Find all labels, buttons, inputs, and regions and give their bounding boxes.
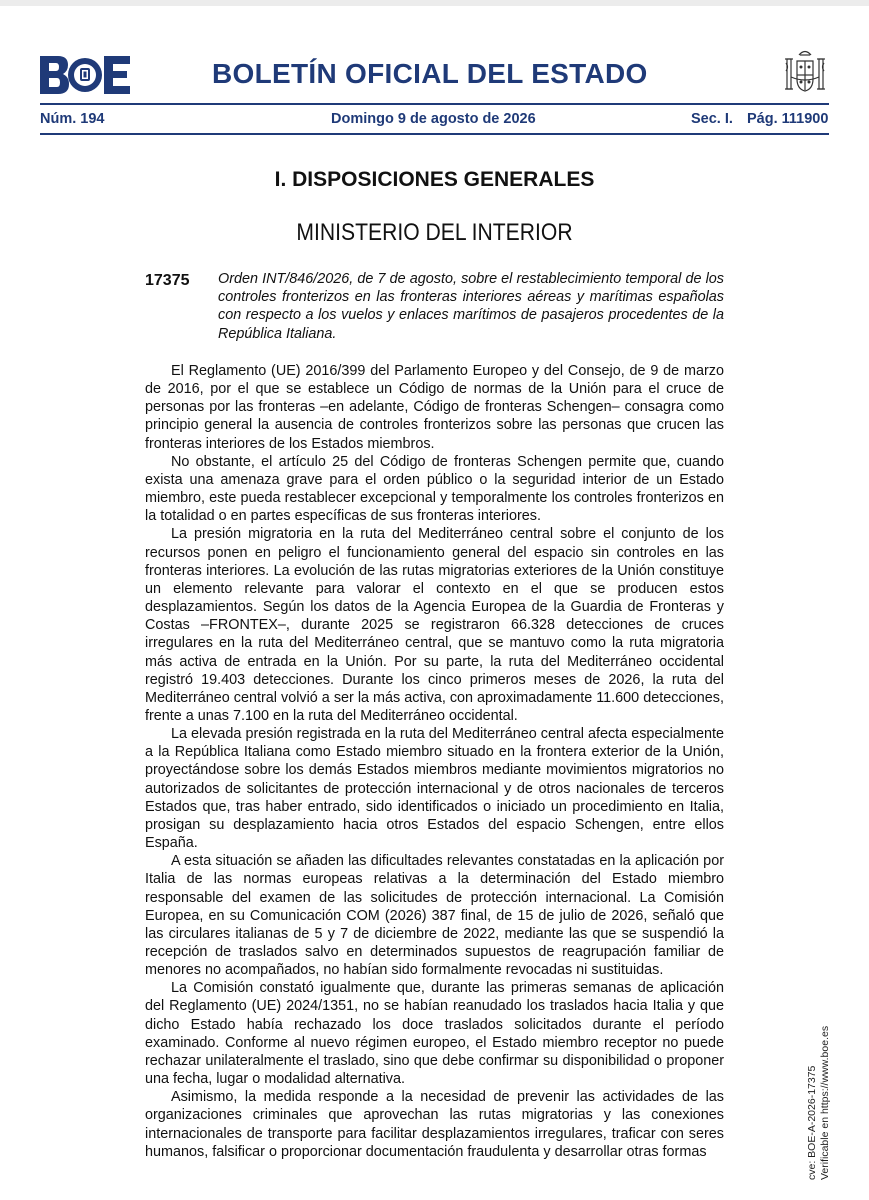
header-rule-top bbox=[40, 103, 829, 105]
section-label: Sec. I. bbox=[691, 111, 733, 127]
paragraph: A esta situación se añaden las dificultades relevantes constatadas en la aplicación por Italia de las normas europeas relativas a la determinación del Estado miembro responsable del examen de las solicitudes de protección internacional. La Comisión Europea, en su Comunicación COM (2026) 387 final, de 15 de julio de 2026, señaló que las circulares italianas de 5 y 7 de diciembre de 2022, mediante las que se suspendió la recepción de traslados salvo en determinados supuestos de reagrupación familiar de menores no acompañados, no habían sido formalmente revocadas ni sustituidas. bbox=[145, 853, 724, 979]
order-summary: Orden INT/846/2026, de 7 de agosto, sobre el restablecimiento temporal de los controles fronterizos en las fronteras interiores aéreas y marítimas españolas con respecto a los vuelos y enlaces marítimos de pasajeros procedentes de la República Italiana. bbox=[218, 271, 724, 342]
issue-date: Domingo 9 de agosto de 2026 bbox=[331, 111, 536, 127]
paragraph: Asimismo, la medida responde a la necesidad de prevenir las actividades de las organizaciones criminales que aprovechan las rutas migratorias y las conexiones internacionales de transporte para facilitar desplazamientos irregulares, traficar con seres humanos, falsificar o proporcionar documentación fraudulenta y desarrollar otras formas bbox=[145, 1089, 724, 1160]
header-rule-bottom bbox=[40, 133, 829, 135]
paragraph: La Comisión constató igualmente que, durante las primeras semanas de aplicación del Reglamento (UE) 2024/1351, no se habían reanudado los traslados hacia Italia y que dicho Estado había rechazado los doce traslados solicitados durante el período examinado. Conforme al nuevo régimen europeo, el Estado miembro receptor no puede rechazar unilateralmente el traslado, sino que debe confirmar su disponibilidad o proponer una fecha, lugar o modalidad alternativa. bbox=[145, 980, 724, 1088]
top-band bbox=[0, 0, 869, 6]
paragraph: El Reglamento (UE) 2016/399 del Parlamento Europeo y del Consejo, de 9 de marzo de 2016, por el que se establece un Código de normas de la Unión para el cruce de personas por las fronteras –en adelante, Código de fronteras Schengen– consagra como principio general la ausencia de controles fronterizos sobre las personas que crucen las fronteras interiores de los Estados miembros. bbox=[145, 363, 724, 452]
ministry-heading: MINISTERIO DEL INTERIOR bbox=[296, 219, 573, 246]
coat-of-arms-icon bbox=[782, 47, 828, 99]
gazette-title: BOLETÍN OFICIAL DEL ESTADO bbox=[212, 58, 648, 89]
verification-note bbox=[806, 940, 832, 1180]
verify-link[interactable]: Verificable en https://www.boe.es bbox=[819, 1025, 831, 1180]
paragraph: No obstante, el artículo 25 del Código de fronteras Schengen permite que, cuando exista una amenaza grave para el orden público o la seguridad interior de un Estado miembro, este pueda restablecer excepcional y temporalmente los controles fronterizos en la totalidad o en partes específicas de sus fronteras interiores. bbox=[145, 453, 724, 525]
paragraph: La elevada presión registrada en la ruta del Mediterráneo central afecta especialmente a la República Italiana como Estado miembro situado en la frontera exterior de la Unión, proyectándose sobre los demás Estados miembros mediante movimientos migratorios no autorizados de solicitantes de protección internacional y de otros nacionales de terceros Estados que, tras haber entrado, sido identificados o iniciado un procedimiento en Italia, prosigan su desplazamiento hacia otros Estados del espacio Schengen, entre ellos España. bbox=[145, 726, 724, 852]
cve-code: cve: BOE-A-2026-17375 bbox=[806, 1065, 818, 1180]
page-number: Pág. 111900 bbox=[747, 111, 829, 127]
document-body bbox=[145, 362, 724, 1161]
paragraph: La presión migratoria en la ruta del Mediterráneo central sobre el conjunto de los recursos ponen en peligro el funcionamiento general del espacio sin controles en las fronteras interiores. La evolución de las rutas migratorias exteriores de la Unión constituye un elemento relevante para valorar el contexto en el que se producen estos desplazamientos. Según los datos de la Agencia Europea de la Guardia de Fronteras y Costas –FRONTEX–, durante 2025 se registraron 66.328 detecciones de cruces irregulares en la ruta del Mediterráneo central, que se mantuvo como la ruta migratoria más activa de entrada en la Unión. Por su parte, la ruta del Mediterráneo occidental registró 19.403 detecciones. Durante los cinco primeros meses de 2026, la ruta del Mediterráneo central volvió a ser la más activa, con aproximadamente 11.600 detecciones, frente a unas 7.100 en la ruta del Mediterráneo occidental. bbox=[145, 526, 724, 724]
entry-number: 17375 bbox=[145, 272, 190, 289]
issue-number: Núm. 194 bbox=[40, 111, 105, 127]
boe-logo bbox=[40, 56, 130, 94]
section-heading: I. DISPOSICIONES GENERALES bbox=[274, 168, 595, 191]
